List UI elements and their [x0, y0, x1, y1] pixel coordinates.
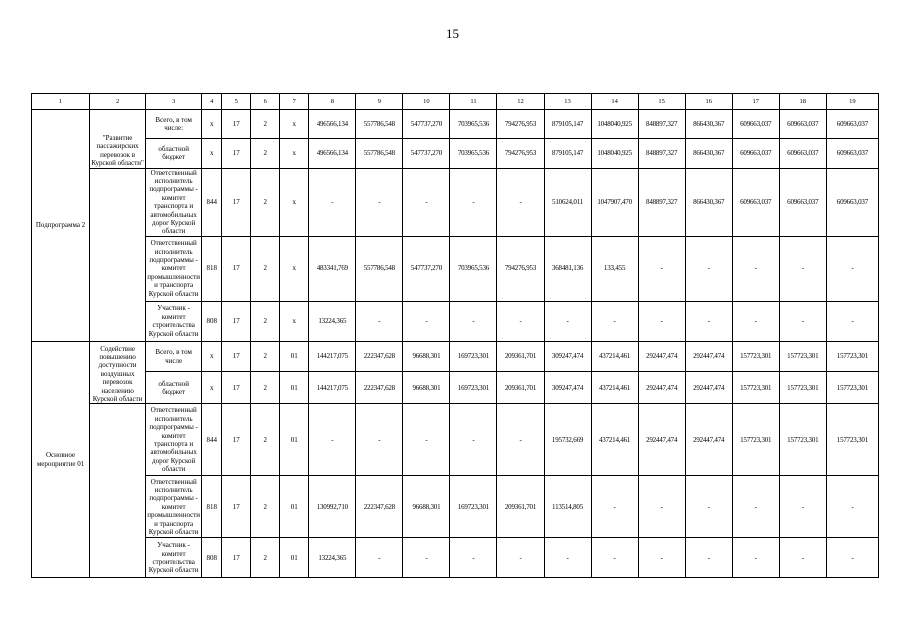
code-cell: 01	[280, 538, 309, 578]
value-cell: 437214,461	[591, 404, 638, 476]
table-row	[32, 168, 879, 236]
value-cell: 609663,037	[779, 110, 826, 139]
table-row	[32, 476, 879, 538]
value-cell: 879105,147	[544, 110, 591, 139]
column-number: 9	[356, 94, 403, 110]
value-cell: 222347,628	[356, 372, 403, 404]
section-title-cell: "Развитие пассажирских перевозок в Курской области"	[90, 110, 146, 169]
table-body	[32, 110, 879, 578]
code-cell: 2	[251, 476, 280, 538]
code-cell: 818	[202, 476, 222, 538]
table-row	[32, 404, 879, 476]
row-label-cell: Ответственный исполнитель подпрограммы - комитет транспорта и автомобильных дорог Курской области	[146, 404, 202, 476]
value-cell: 157723,301	[779, 404, 826, 476]
value-cell: -	[403, 301, 450, 341]
value-cell: -	[779, 301, 826, 341]
value-cell: 96688,301	[403, 476, 450, 538]
value-cell: 848897,327	[638, 110, 685, 139]
value-cell: -	[497, 168, 544, 236]
value-cell: -	[591, 476, 638, 538]
value-cell: -	[450, 538, 497, 578]
value-cell: 222347,628	[356, 476, 403, 538]
column-number: 1	[32, 94, 90, 110]
column-number: 5	[222, 94, 251, 110]
value-cell: -	[403, 538, 450, 578]
value-cell: -	[732, 538, 779, 578]
value-cell: -	[732, 236, 779, 301]
code-cell: 01	[280, 404, 309, 476]
code-cell: 2	[251, 538, 280, 578]
value-cell: -	[356, 301, 403, 341]
value-cell: 292447,474	[685, 404, 732, 476]
column-number: 8	[309, 94, 356, 110]
value-cell: 794276,953	[497, 139, 544, 168]
code-cell: 17	[222, 372, 251, 404]
column-number: 12	[497, 94, 544, 110]
value-cell: 209361,701	[497, 372, 544, 404]
value-cell: -	[356, 404, 403, 476]
value-cell: 13224,365	[309, 538, 356, 578]
value-cell: 437214,461	[591, 372, 638, 404]
value-cell: 794276,953	[497, 110, 544, 139]
value-cell: -	[826, 236, 878, 301]
code-cell: 01	[280, 341, 309, 372]
value-cell: 866430,367	[685, 168, 732, 236]
column-number: 11	[450, 94, 497, 110]
code-cell: 2	[251, 404, 280, 476]
value-cell: -	[685, 476, 732, 538]
value-cell: 169723,301	[450, 476, 497, 538]
value-cell: -	[732, 476, 779, 538]
value-cell: 496566,134	[309, 110, 356, 139]
value-cell: 557786,548	[356, 139, 403, 168]
column-number: 2	[90, 94, 146, 110]
value-cell: 292447,474	[685, 341, 732, 372]
row-label-cell: Ответственный исполнитель подпрограммы - комитет транспорта и автомобильных дорог Курской области	[146, 168, 202, 236]
code-cell: 808	[202, 301, 222, 341]
value-cell: 157723,301	[732, 341, 779, 372]
value-cell: 222347,628	[356, 341, 403, 372]
value-cell: 547737,270	[403, 236, 450, 301]
value-cell: -	[591, 538, 638, 578]
value-cell: 157723,301	[826, 404, 878, 476]
row-label-cell: Участник - комитет строительства Курской области	[146, 301, 202, 341]
code-cell: 17	[222, 110, 251, 139]
value-cell: 794276,953	[497, 236, 544, 301]
value-cell: 169723,301	[450, 372, 497, 404]
value-cell: -	[309, 404, 356, 476]
column-number: 13	[544, 94, 591, 110]
table-row	[32, 301, 879, 341]
table-row	[32, 139, 879, 168]
value-cell: 157723,301	[779, 341, 826, 372]
value-cell: 703965,536	[450, 139, 497, 168]
value-cell: 510624,011	[544, 168, 591, 236]
code-cell: 17	[222, 341, 251, 372]
value-cell: 113514,805	[544, 476, 591, 538]
code-cell: 818	[202, 236, 222, 301]
table-row	[32, 372, 879, 404]
value-cell: 437214,461	[591, 341, 638, 372]
column-number: 3	[146, 94, 202, 110]
row-label-cell: Всего, в том числе	[146, 341, 202, 372]
code-cell: 2	[251, 139, 280, 168]
value-cell: 157723,301	[732, 372, 779, 404]
value-cell: -	[638, 301, 685, 341]
value-cell: 13224,365	[309, 301, 356, 341]
row-label-cell: областной бюджет	[146, 372, 202, 404]
code-cell: x	[280, 168, 309, 236]
value-cell: -	[638, 236, 685, 301]
value-cell: -	[826, 476, 878, 538]
code-cell: 2	[251, 301, 280, 341]
empty-cell	[90, 168, 146, 341]
code-cell: 2	[251, 372, 280, 404]
section-title-cell: Содействие повышению доступности воздушных перевозок населению Курской области	[90, 341, 146, 404]
value-cell: 1047907,470	[591, 168, 638, 236]
value-cell: 169723,301	[450, 341, 497, 372]
row-label-cell: областной бюджет	[146, 139, 202, 168]
code-cell: 2	[251, 110, 280, 139]
value-cell: 292447,474	[638, 372, 685, 404]
value-cell: -	[309, 168, 356, 236]
value-cell: -	[638, 538, 685, 578]
code-cell: 2	[251, 168, 280, 236]
value-cell: 157723,301	[826, 341, 878, 372]
value-cell: -	[450, 301, 497, 341]
budget-sheet	[31, 93, 879, 578]
value-cell: 609663,037	[826, 139, 878, 168]
code-cell: 17	[222, 404, 251, 476]
value-cell: -	[403, 168, 450, 236]
value-cell: -	[544, 538, 591, 578]
value-cell: 557786,548	[356, 236, 403, 301]
value-cell: -	[403, 404, 450, 476]
value-cell: 1048040,925	[591, 139, 638, 168]
value-cell: 368481,136	[544, 236, 591, 301]
code-cell: 01	[280, 476, 309, 538]
code-cell: 808	[202, 538, 222, 578]
value-cell: 157723,301	[732, 404, 779, 476]
page-number: 15	[446, 26, 459, 41]
row-label-cell: Участник - комитет строительства Курской области	[146, 538, 202, 578]
column-number: 17	[732, 94, 779, 110]
column-number: 10	[403, 94, 450, 110]
value-cell: 144217,075	[309, 372, 356, 404]
value-cell: -	[685, 301, 732, 341]
value-cell: 703965,536	[450, 236, 497, 301]
value-cell: 703965,536	[450, 110, 497, 139]
value-cell: -	[591, 301, 638, 341]
empty-cell	[90, 404, 146, 578]
code-cell: 844	[202, 168, 222, 236]
table-row	[32, 236, 879, 301]
code-cell: x	[202, 110, 222, 139]
value-cell: -	[732, 301, 779, 341]
row-label-cell: Ответственный исполнитель подпрограммы - комитет промышленности и транспорта Курской области	[146, 476, 202, 538]
code-cell: x	[280, 110, 309, 139]
value-cell: 609663,037	[779, 139, 826, 168]
code-cell: x	[280, 139, 309, 168]
code-cell: 2	[251, 341, 280, 372]
value-cell: 130992,710	[309, 476, 356, 538]
row-label-cell: Ответственный исполнитель подпрограммы - комитет промышленности и транспорта Курской области	[146, 236, 202, 301]
column-number: 19	[826, 94, 878, 110]
column-number: 7	[280, 94, 309, 110]
value-cell: 547737,270	[403, 139, 450, 168]
value-cell: 157723,301	[779, 372, 826, 404]
column-number: 14	[591, 94, 638, 110]
value-cell: -	[779, 476, 826, 538]
value-cell: 133,455	[591, 236, 638, 301]
value-cell: -	[779, 538, 826, 578]
code-cell: 01	[280, 372, 309, 404]
section-name-cell: Основное мероприятие 01	[32, 341, 90, 578]
value-cell: -	[544, 301, 591, 341]
code-cell: x	[202, 341, 222, 372]
value-cell: -	[638, 476, 685, 538]
code-cell: 17	[222, 139, 251, 168]
table-row	[32, 110, 879, 139]
code-cell: 844	[202, 404, 222, 476]
column-number: 15	[638, 94, 685, 110]
value-cell: -	[826, 301, 878, 341]
value-cell: 547737,270	[403, 110, 450, 139]
value-cell: 609663,037	[732, 168, 779, 236]
value-cell: 848897,327	[638, 139, 685, 168]
value-cell: 292447,474	[638, 341, 685, 372]
value-cell: 209361,701	[497, 341, 544, 372]
value-cell: -	[450, 404, 497, 476]
table-row	[32, 538, 879, 578]
value-cell: 609663,037	[732, 139, 779, 168]
column-number: 6	[251, 94, 280, 110]
value-cell: 557786,548	[356, 110, 403, 139]
code-cell: x	[202, 372, 222, 404]
value-cell: 292447,474	[685, 372, 732, 404]
code-cell: 17	[222, 476, 251, 538]
value-cell: 1048040,925	[591, 110, 638, 139]
value-cell: -	[356, 538, 403, 578]
code-cell: 17	[222, 168, 251, 236]
section-name-cell: Подпрограмма 2	[32, 110, 90, 342]
value-cell: -	[685, 538, 732, 578]
code-cell: 17	[222, 236, 251, 301]
value-cell: -	[356, 168, 403, 236]
value-cell: 866430,367	[685, 110, 732, 139]
code-cell: 2	[251, 236, 280, 301]
value-cell: 483341,769	[309, 236, 356, 301]
value-cell: 96688,301	[403, 372, 450, 404]
value-cell: 309247,474	[544, 372, 591, 404]
value-cell: -	[826, 538, 878, 578]
column-number: 18	[779, 94, 826, 110]
row-label-cell: Всего, в том числе:	[146, 110, 202, 139]
value-cell: -	[497, 538, 544, 578]
budget-table	[31, 93, 879, 578]
column-number: 4	[202, 94, 222, 110]
code-cell: x	[280, 301, 309, 341]
value-cell: 157723,301	[826, 372, 878, 404]
value-cell: 209361,701	[497, 476, 544, 538]
value-cell: 879105,147	[544, 139, 591, 168]
code-cell: 17	[222, 301, 251, 341]
value-cell: 609663,037	[732, 110, 779, 139]
value-cell: -	[497, 301, 544, 341]
value-cell: -	[450, 168, 497, 236]
value-cell: 609663,037	[826, 110, 878, 139]
code-cell: x	[280, 236, 309, 301]
value-cell: 609663,037	[826, 168, 878, 236]
value-cell: 144217,075	[309, 341, 356, 372]
column-number-row	[32, 94, 879, 110]
value-cell: 96688,301	[403, 341, 450, 372]
column-number: 16	[685, 94, 732, 110]
value-cell: 609663,037	[779, 168, 826, 236]
value-cell: -	[779, 236, 826, 301]
table-row	[32, 341, 879, 372]
value-cell: 866430,367	[685, 139, 732, 168]
value-cell: -	[497, 404, 544, 476]
value-cell: 195732,669	[544, 404, 591, 476]
code-cell: x	[202, 139, 222, 168]
value-cell: 292447,474	[638, 404, 685, 476]
value-cell: 309247,474	[544, 341, 591, 372]
code-cell: 17	[222, 538, 251, 578]
value-cell: -	[685, 236, 732, 301]
value-cell: 496566,134	[309, 139, 356, 168]
value-cell: 848897,327	[638, 168, 685, 236]
